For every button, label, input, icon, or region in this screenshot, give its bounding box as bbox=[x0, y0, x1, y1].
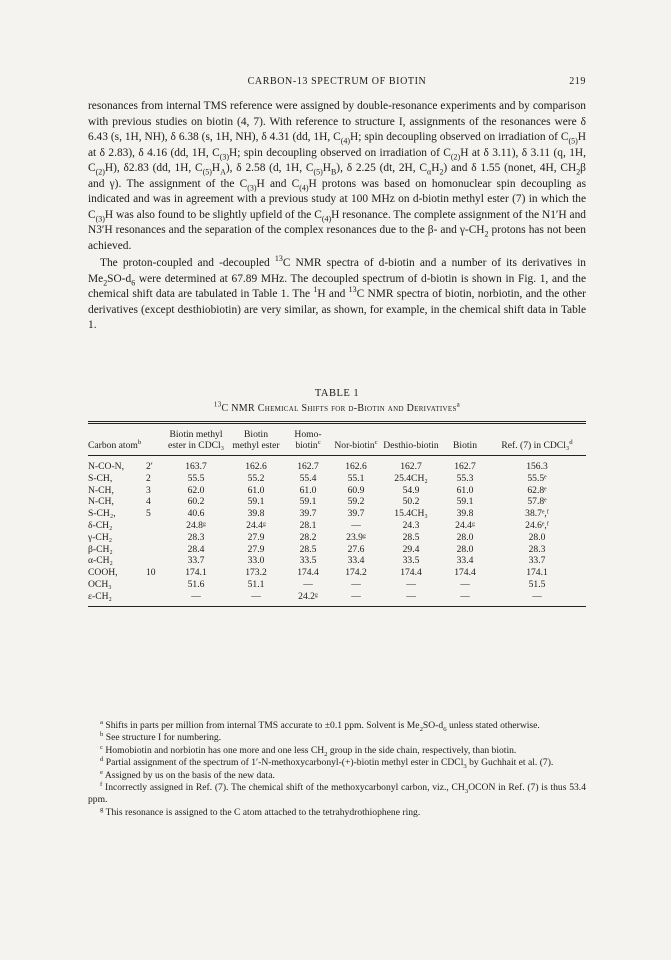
chemical-shift-table bbox=[88, 424, 586, 603]
shift-value-cell: 40.6 bbox=[187, 508, 205, 520]
carbon-atom-cell: γ-CH₂ bbox=[88, 531, 113, 543]
shift-value-cell: 55.3 bbox=[456, 472, 474, 484]
carbon-atom-cell: ε-CH₂ bbox=[88, 590, 112, 602]
paragraph-resonance-assignments bbox=[88, 99, 586, 254]
shift-value-cell: 60.2 bbox=[187, 496, 205, 508]
shift-value-cell: — bbox=[460, 590, 470, 602]
footnote-g: $^g$ This resonance is assigned to the C atom attached to the tetrahydrothiophene ring. bbox=[100, 805, 421, 818]
shift-value-cell: 162.6 bbox=[245, 461, 267, 472]
shift-value-cell: 50.2 bbox=[402, 496, 420, 508]
shift-value-cell: 174.4 bbox=[400, 567, 422, 579]
shift-value-cell: 27.6 bbox=[347, 543, 365, 555]
carbon-number-cell bbox=[144, 555, 164, 567]
shift-value-cell: — bbox=[303, 578, 313, 590]
carbon-number-cell: 5 bbox=[146, 508, 151, 520]
shift-value-cell: 39.7 bbox=[347, 508, 365, 520]
shift-value-cell: 55.4 bbox=[299, 472, 317, 484]
shift-value-cell: 156.3 bbox=[526, 461, 548, 472]
shift-value-cell: 28.0 bbox=[456, 543, 474, 555]
shift-value-cell: 24.6ᵉ,ᶠ bbox=[525, 519, 549, 531]
shift-value-cell: — bbox=[351, 578, 361, 590]
table-row bbox=[88, 532, 586, 544]
shift-value-cell: 61.0 bbox=[299, 484, 317, 496]
shift-value-cell: 27.9 bbox=[247, 531, 265, 543]
shift-value-cell: 24.4ᵍ bbox=[455, 519, 475, 531]
shift-value-cell: 25.4CH₂ bbox=[394, 472, 428, 484]
shift-value-cell: 28.0 bbox=[528, 531, 546, 543]
table-row bbox=[88, 544, 586, 556]
shift-value-cell: 59.1 bbox=[299, 496, 317, 508]
shift-value-cell: 62.8ᵉ bbox=[527, 484, 547, 496]
shift-value-cell: 55.5 bbox=[187, 472, 205, 484]
column-header: Carbon atom$^b$ bbox=[88, 438, 142, 451]
footnote-e: $^e$ Assigned by us on the basis of the new data. bbox=[100, 768, 275, 781]
paragraph-13c-spectra bbox=[88, 256, 586, 334]
table-number: TABLE 1 bbox=[314, 388, 360, 399]
shift-value-cell: 174.4 bbox=[454, 567, 476, 579]
shift-value-cell: 39.7 bbox=[299, 508, 317, 520]
shift-value-cell: 174.1 bbox=[185, 567, 207, 579]
shift-value-cell: 59.2 bbox=[347, 496, 365, 508]
shift-value-cell: 162.7 bbox=[454, 461, 476, 472]
shift-value-cell: 33.5 bbox=[402, 555, 420, 567]
carbon-atom-cell: COOH, bbox=[88, 567, 118, 579]
shift-value-cell: 33.4 bbox=[456, 555, 474, 567]
carbon-atom-cell: β-CH₂ bbox=[88, 543, 113, 555]
column-header: Desthio-biotin bbox=[383, 439, 439, 451]
carbon-number-cell: 4 bbox=[146, 496, 151, 508]
shift-value-cell: 55.1 bbox=[347, 472, 365, 484]
carbon-number-cell: 3 bbox=[146, 484, 151, 496]
shift-value-cell: 61.0 bbox=[247, 484, 265, 496]
shift-value-cell: 15.4CH₃ bbox=[394, 508, 428, 520]
shift-value-cell: 62.0 bbox=[187, 484, 205, 496]
table-row bbox=[88, 455, 586, 473]
shift-value-cell: 33.7 bbox=[528, 555, 546, 567]
shift-value-cell: 54.9 bbox=[402, 484, 420, 496]
carbon-number-cell: 2′ bbox=[146, 461, 153, 472]
shift-value-cell: 57.8ᵉ bbox=[527, 496, 547, 508]
shift-value-cell: — bbox=[532, 590, 542, 602]
shift-value-cell: 55.2 bbox=[247, 472, 265, 484]
footnotes bbox=[88, 720, 586, 819]
table-row bbox=[88, 496, 586, 508]
shift-value-cell: 38.7ᵉ,ᶠ bbox=[525, 508, 549, 520]
shift-value-cell: 33.4 bbox=[347, 555, 365, 567]
column-header: Homo-biotin$^c$ bbox=[294, 429, 322, 451]
table-header-row bbox=[88, 424, 586, 455]
shift-value-cell: 28.2 bbox=[299, 531, 317, 543]
column-header: Nor-biotin$^c$ bbox=[334, 438, 378, 451]
column-header: Ref. (7) in CDCl₃$^d$ bbox=[501, 438, 573, 451]
shift-value-cell: 24.8ᵍ bbox=[186, 519, 206, 531]
shift-value-cell: 33.7 bbox=[187, 555, 205, 567]
shift-value-cell: — bbox=[191, 590, 201, 602]
shift-value-cell: 27.9 bbox=[247, 543, 265, 555]
shift-value-cell: — bbox=[351, 519, 361, 531]
running-title: CARBON-13 SPECTRUM OF BIOTIN bbox=[247, 76, 427, 87]
shift-value-cell: 28.0 bbox=[456, 531, 474, 543]
shift-value-cell: 173.2 bbox=[245, 567, 267, 579]
table-row bbox=[88, 567, 586, 579]
column-header: Biotin methyl ester bbox=[232, 429, 280, 451]
shift-value-cell: 55.5ᵉ bbox=[527, 472, 547, 484]
shift-value-cell: 28.3 bbox=[187, 531, 205, 543]
shift-value-cell: 24.3 bbox=[402, 519, 420, 531]
table-caption: $^{13}$C NMR Chemical Shifts for d-Biotin and Derivatives$^a$ bbox=[213, 400, 461, 414]
carbon-number-cell: 2 bbox=[146, 472, 151, 484]
table-row bbox=[88, 520, 586, 532]
table-header-rule bbox=[88, 455, 586, 456]
column-header: Biotin methyl ester in CDCl₃ bbox=[167, 429, 225, 451]
shift-value-cell: 24.2ᵍ bbox=[298, 590, 318, 602]
table-bottom-rule bbox=[88, 606, 586, 607]
table-row bbox=[88, 555, 586, 567]
shift-value-cell: 33.5 bbox=[299, 555, 317, 567]
table-row bbox=[88, 579, 586, 591]
shift-value-cell: 59.1 bbox=[247, 496, 265, 508]
footnote-f: $^f$ Incorrectly assigned in Ref. (7). The chemical shift of the methoxycarbonyl carbon, viz., $CH_3OCON$ in Ref. (7) is thus 53.4 ppm. bbox=[88, 780, 586, 806]
carbon-number-cell bbox=[144, 544, 164, 556]
shift-value-cell: 24.4ᵍ bbox=[246, 519, 266, 531]
shift-value-cell: — bbox=[460, 578, 470, 590]
shift-value-cell: 60.9 bbox=[347, 484, 365, 496]
table-row bbox=[88, 485, 586, 497]
shift-value-cell: 162.7 bbox=[297, 461, 319, 472]
shift-value-cell: 174.4 bbox=[297, 567, 319, 579]
shift-value-cell: 28.3 bbox=[528, 543, 546, 555]
shift-value-cell: 51.5 bbox=[528, 578, 546, 590]
shift-value-cell: 59.1 bbox=[456, 496, 474, 508]
shift-value-cell: 174.1 bbox=[526, 567, 548, 579]
paragraph-text: The proton-coupled and -decoupled $^{13}$C NMR spectra of d-biotin and a number of its derivatives in $Me_2SO-d_6$ were determined at 67.89 MHz. The decoupled spectrum of d-biotin is shown in Fig. 1, and the chemical shift data are tabulated in Table 1. The $^1$H and $^{13}$C NMR spectra of biotin, norbiotin, and the other derivatives (except desthiobiotin) are very similar, as shown, for example, in the chemical shift data in Table 1. bbox=[88, 254, 586, 332]
shift-value-cell: 28.5 bbox=[299, 543, 317, 555]
shift-value-cell: — bbox=[351, 590, 361, 602]
shift-value-cell: 23.9ᵍ bbox=[346, 531, 366, 543]
carbon-atom-cell: α-CH₂ bbox=[88, 555, 113, 567]
column-header: Biotin bbox=[453, 439, 477, 451]
table-row bbox=[88, 591, 586, 603]
shift-value-cell: 162.7 bbox=[400, 461, 422, 472]
shift-value-cell: 29.4 bbox=[402, 543, 420, 555]
paragraph-text: resonances from internal TMS reference were assigned by double-resonance experiments and by comparison with previous studies on biotin (4, 7). With reference to structure I, assignments of the resonances were δ 6.43 (s, 1H, NH), δ 6.38 (s, 1H, NH), δ 4.31 (dd, 1H, $C_{(4)}H$; spin decoupling observed on irradiation of $C_{(5)}H$ at δ 2.83), δ 4.16 (dd, 1H, $C_{(3)}H$; spin decoupling observed on irradiation of $C_{(2)}H$ at δ 3.11), δ 3.11 (q, 1H, $C_{(2)}H$), δ2.83 (dd, 1H, $C_{(5)}H_A$), δ 2.58 (d, 1H, $C_{(5)}H_B$), δ 2.25 (dt, 2H, $C_\alpha H_2$) and δ 1.55 (nonet, 4H, $CH_2\beta$ and γ). The assignment of the $C_{(3)}H$ and $C_{(4)}H$ protons was based on homonuclear spin decoupling as indicated and was in agreement with a previous study at 100 MHz on d-biotin methyl ester (7) in which the $C_{(3)}H$ was also found to be slightly upfield of the $C_{(4)}H$ resonance. The complete assignment of the N1′H and N3′H resonances and the separation of the complex resonances due to the β- and $\gamma-CH_2$ protons has not been achieved. bbox=[88, 100, 587, 252]
carbon-number-cell bbox=[144, 591, 164, 603]
shift-value-cell: — bbox=[406, 578, 416, 590]
shift-value-cell: 61.0 bbox=[456, 484, 474, 496]
table-top-rule bbox=[88, 421, 586, 422]
table-row bbox=[88, 508, 586, 520]
shift-value-cell: 174.2 bbox=[345, 567, 367, 579]
shift-value-cell: 51.1 bbox=[247, 578, 265, 590]
carbon-atom-cell: OCH₃ bbox=[88, 578, 112, 590]
shift-value-cell: 163.7 bbox=[185, 461, 207, 472]
carbon-number-cell: 10 bbox=[146, 567, 156, 579]
carbon-atom-cell: N-CH, bbox=[88, 484, 114, 496]
carbon-atom-cell: N-CO-N, bbox=[88, 461, 124, 472]
shift-value-cell: 162.6 bbox=[345, 461, 367, 472]
footnote-d: $^d$ Partial assignment of the spectrum of 1′-N-methoxycarbonyl-(+)-biotin methyl ester in CDCl$_3$ by Guchhait et al. (7). bbox=[100, 756, 554, 771]
table-body bbox=[88, 455, 586, 603]
running-head bbox=[88, 76, 586, 90]
table-row bbox=[88, 473, 586, 485]
page-number: 219 bbox=[569, 76, 586, 87]
shift-value-cell: 28.5 bbox=[402, 531, 420, 543]
shift-value-cell: — bbox=[406, 590, 416, 602]
shift-value-cell: 51.6 bbox=[187, 578, 205, 590]
shift-value-cell: 28.4 bbox=[187, 543, 205, 555]
carbon-atom-cell: N-CH, bbox=[88, 496, 114, 508]
carbon-atom-cell: S-CH₂, bbox=[88, 508, 116, 520]
carbon-number-cell bbox=[144, 520, 164, 532]
carbon-number-cell bbox=[144, 579, 164, 591]
shift-value-cell: 39.8 bbox=[456, 508, 474, 520]
carbon-number-cell bbox=[144, 532, 164, 544]
carbon-atom-cell: S-CH, bbox=[88, 472, 113, 484]
shift-value-cell: 39.8 bbox=[247, 508, 265, 520]
shift-value-cell: 28.1 bbox=[299, 519, 317, 531]
shift-value-cell: — bbox=[251, 590, 261, 602]
footnote-c: $^c$ Homobiotin and norbiotin has one more and one less $CH_2$ group in the side chain, respectively, than biotin. bbox=[100, 743, 517, 758]
carbon-atom-cell: δ-CH₂ bbox=[88, 519, 113, 531]
shift-value-cell: 33.0 bbox=[247, 555, 265, 567]
footnote-a: $^a$ Shifts in parts per million from internal TMS accurate to ±0.1 ppm. Solvent is $Me_2SO-d_6$ unless stated otherwise. bbox=[100, 718, 540, 733]
footnote-b: $^b$ See structure I for numbering. bbox=[100, 731, 222, 744]
